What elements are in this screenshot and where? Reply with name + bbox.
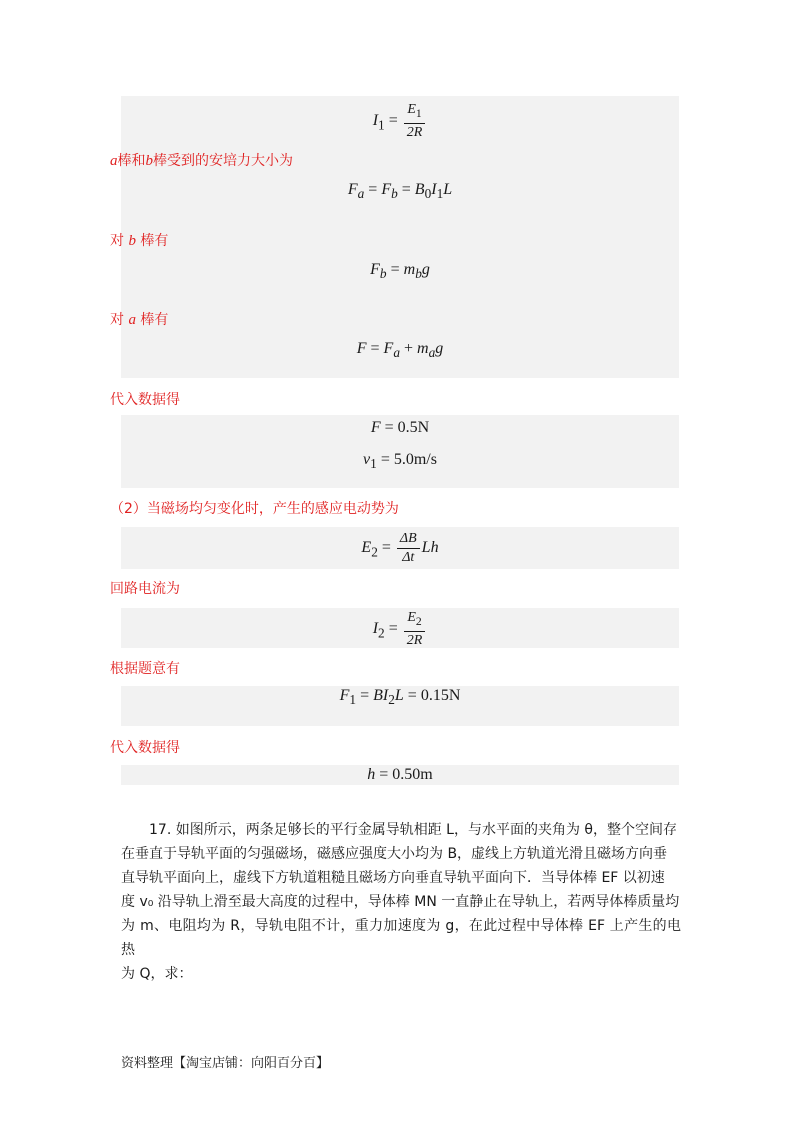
- problem-17: [121, 818, 681, 986]
- equation-F1: $F_1 = BI_2L = 0.15N$: [339, 687, 461, 708]
- label-by-meaning: 根据题意有: [110, 661, 180, 677]
- equation-I1: $I_1$ = $\frac{E_1}{2R}$: [121, 102, 679, 141]
- fraction: $\frac{E_2}{2R}$: [404, 610, 426, 649]
- fraction: $\frac{\Delta B}{\Delta t}$: [397, 531, 420, 566]
- label-rod-b: 对 b 棒有: [110, 233, 169, 249]
- label-rod-a: 对 a 棒有: [110, 312, 169, 328]
- equation-F: $F = F_a + m_ag$: [356, 340, 444, 361]
- equation-v1: $v_1 = 5.0m/s$: [363, 451, 437, 472]
- problem-line: 为 Q，求：: [121, 966, 193, 982]
- fraction: $\frac{E_1}{2R}$: [404, 102, 426, 141]
- equation-Fb: $F_b = m_bg$: [370, 261, 430, 282]
- equation-E2: $E_2$ = $\frac{\Delta B}{\Delta t}$ Lh: [361, 531, 439, 565]
- problem-line: 度 v₀ 沿导轨上滑至最大高度的过程中，导体棒 MN 一直静止在导轨上，若两导体棒质量均: [121, 894, 680, 910]
- problem-line: 为 m、电阻均为 R，导轨电阻不计，重力加速度为 g，在此过程中导体棒 EF 上产生的电热: [121, 918, 681, 958]
- problem-line: 在垂直于导轨平面的匀强磁场，磁感应强度大小均为 B，虚线上方轨道光滑且磁场方向垂: [121, 846, 668, 862]
- problem-line: 直导轨平面向上，虚线下方轨道粗糙且磁场方向垂直导轨平面向下．当导体棒 EF 以初速: [121, 870, 665, 886]
- footer-source: 资料整理【淘宝店铺：向阳百分百】: [121, 1056, 330, 1071]
- label-ampere-force: a棒和b棒受到的安培力大小为: [110, 153, 293, 169]
- equation-I2: $I_2$ = $\frac{E_2}{2R}$: [121, 610, 679, 649]
- equation-h: h = 0.50m: [367, 766, 433, 783]
- label-current: 回路电流为: [110, 581, 180, 597]
- equation-Fa: $F_a = F_b = B_0I_1L$: [347, 181, 453, 202]
- label-substitute-1: 代入数据得: [110, 392, 180, 408]
- label-part-2: （2）当磁场均匀变化时，产生的感应电动势为: [110, 501, 399, 517]
- problem-line: 17. 如图所示，两条足够长的平行金属导轨相距 L，与水平面的夹角为 θ，整个空间存: [149, 822, 677, 838]
- equation-F-value: F = 0.5N: [370, 419, 430, 436]
- label-substitute-2: 代入数据得: [110, 740, 180, 756]
